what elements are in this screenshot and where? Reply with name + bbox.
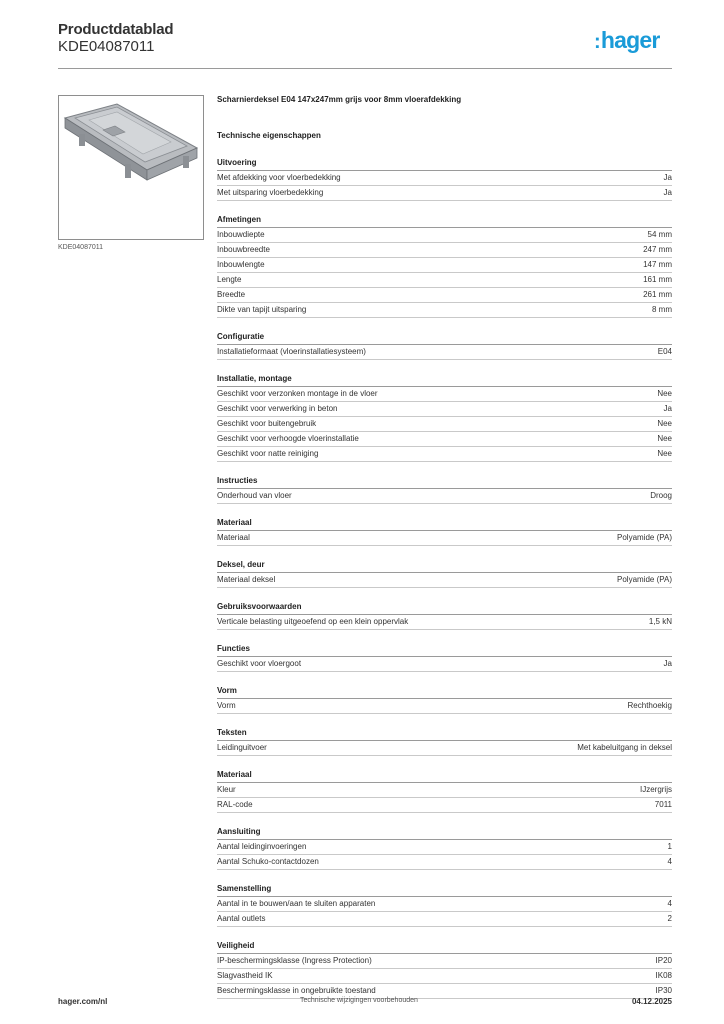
spec-value: E04 (657, 347, 672, 356)
spec-label: Leidinguitvoer (217, 743, 267, 752)
spec-label: Aantal Schuko-contactdozen (217, 857, 319, 866)
spec-label: Lengte (217, 275, 242, 284)
spec-value: Nee (657, 389, 672, 398)
spec-row (217, 387, 672, 402)
spec-row (217, 615, 672, 630)
spec-row (217, 798, 672, 813)
spec-value: 54 mm (647, 230, 672, 239)
spec-value: 2 (667, 914, 672, 923)
spec-label: Geschikt voor vloergoot (217, 659, 302, 668)
section-title: Vorm (217, 684, 672, 699)
spec-row (217, 573, 672, 588)
spec-value: 147 mm (643, 260, 672, 269)
hager-logo: :hager (594, 27, 660, 53)
spec-label: Geschikt voor natte reiniging (217, 449, 319, 458)
spec-row (217, 345, 672, 360)
spec-row (217, 657, 672, 672)
spec-value: Met kabeluitgang in deksel (577, 743, 672, 752)
spec-label: IP-beschermingsklasse (Ingress Protection) (217, 956, 372, 965)
spec-row (217, 489, 672, 504)
spec-value: Ja (663, 188, 672, 197)
spec-label: Aantal leidinginvoeringen (217, 842, 307, 851)
spec-value: Nee (657, 419, 672, 428)
spec-label: RAL-code (217, 800, 253, 809)
spec-label: Met uitsparing vloerbedekking (217, 188, 324, 197)
section-title: Uitvoering (217, 156, 672, 171)
spec-value: Droog (650, 491, 672, 500)
spec-value: 261 mm (643, 290, 672, 299)
spec-label: Slagvastheid IK (217, 971, 273, 980)
section-title: Afmetingen (217, 213, 672, 228)
spec-value: Polyamide (PA) (617, 533, 672, 542)
spec-section (217, 684, 672, 714)
spec-value: Rechthoekig (627, 701, 672, 710)
spec-label: Geschikt voor verwerking in beton (217, 404, 338, 413)
spec-row (217, 897, 672, 912)
spec-label: Dikte van tapijt uitsparing (217, 305, 307, 314)
spec-value: Ja (663, 404, 672, 413)
spec-section (217, 882, 672, 927)
spec-row (217, 228, 672, 243)
spec-section (217, 474, 672, 504)
spec-value: Nee (657, 449, 672, 458)
spec-section (217, 372, 672, 462)
floor-box-lid-icon (59, 96, 203, 239)
spec-section (217, 939, 672, 999)
product-content (217, 94, 672, 999)
product-title: Scharnierdeksel E04 147x247mm grijs voor 8mm vloerafdekking (217, 95, 462, 104)
spec-label: Installatieformaat (vloerinstallatiesysteem) (217, 347, 366, 356)
spec-section (217, 642, 672, 672)
spec-value: IJzergrijs (639, 785, 672, 794)
spec-section (217, 726, 672, 756)
spec-label: Aantal in te bouwen/aan te sluiten apparaten (217, 899, 376, 908)
spec-row (217, 258, 672, 273)
spec-label: Inbouwlengte (217, 260, 265, 269)
spec-row (217, 969, 672, 984)
spec-row (217, 432, 672, 447)
section-title: Materiaal (217, 768, 672, 783)
spec-section (217, 558, 672, 588)
spec-label: Geschikt voor verzonken montage in de vloer (217, 389, 378, 398)
spec-row (217, 954, 672, 969)
spec-label: Materiaal (217, 533, 250, 542)
spec-row (217, 984, 672, 999)
spec-value: 4 (667, 899, 672, 908)
spec-value: Ja (663, 659, 672, 668)
logo-text: hager (600, 27, 660, 53)
spec-row (217, 243, 672, 258)
spec-section (217, 825, 672, 870)
spec-row (217, 186, 672, 201)
spec-value: IP20 (655, 956, 672, 965)
spec-label: Beschermingsklasse in ongebruikte toestand (217, 986, 376, 995)
spec-value: Ja (663, 173, 672, 182)
spec-value: 1,5 kN (648, 617, 672, 626)
spec-section (217, 156, 672, 201)
spec-row (217, 912, 672, 927)
spec-row (217, 699, 672, 714)
spec-label: Aantal outlets (217, 914, 266, 923)
product-code: KDE04087011 (58, 38, 155, 55)
spec-label: Geschikt voor buitengebruik (217, 419, 317, 428)
section-title: Configuratie (217, 330, 672, 345)
section-title: Deksel, deur (217, 558, 672, 573)
section-title: Teksten (217, 726, 672, 741)
spec-label: Geschikt voor verhoogde vloerinstallatie (217, 434, 359, 443)
spec-row (217, 402, 672, 417)
spec-label: Breedte (217, 290, 246, 299)
spec-sections (217, 156, 672, 999)
section-title: Veiligheid (217, 939, 672, 954)
section-title: Installatie, montage (217, 372, 672, 387)
spec-row (217, 171, 672, 186)
footer-date: 04.12.2025 (631, 997, 672, 1006)
spec-row (217, 783, 672, 798)
spec-label: Verticale belasting uitgeoefend op een klein oppervlak (217, 617, 409, 626)
product-image (58, 95, 204, 240)
header-divider (58, 68, 672, 69)
spec-row (217, 447, 672, 462)
spec-value: IK08 (655, 971, 672, 980)
technical-heading: Technische eigenschappen (217, 131, 321, 140)
spec-row (217, 840, 672, 855)
spec-value: 4 (667, 857, 672, 866)
section-title: Functies (217, 642, 672, 657)
spec-value: Nee (657, 434, 672, 443)
spec-label: Materiaal deksel (217, 575, 276, 584)
spec-value: 7011 (654, 800, 672, 809)
spec-section (217, 600, 672, 630)
spec-section (217, 213, 672, 318)
image-caption: KDE04087011 (58, 244, 104, 251)
spec-section (217, 516, 672, 546)
spec-row (217, 288, 672, 303)
spec-value: IP30 (655, 986, 672, 995)
spec-value: 8 mm (652, 305, 672, 314)
spec-row (217, 417, 672, 432)
spec-value: 1 (667, 842, 672, 851)
section-title: Instructies (217, 474, 672, 489)
spec-row (217, 303, 672, 318)
spec-label: Inbouwbreedte (217, 245, 270, 254)
spec-label: Kleur (217, 785, 236, 794)
footer-disclaimer: Technische wijzigingen voorbehouden (300, 997, 418, 1004)
spec-row (217, 531, 672, 546)
spec-label: Met afdekking voor vloerbedekking (217, 173, 341, 182)
spec-label: Vorm (217, 701, 236, 710)
spec-label: Onderhoud van vloer (217, 491, 292, 500)
spec-value: 161 mm (643, 275, 672, 284)
page-title: Productdatablad (58, 21, 174, 38)
spec-value: Polyamide (PA) (617, 575, 672, 584)
section-title: Materiaal (217, 516, 672, 531)
spec-row (217, 741, 672, 756)
spec-label: Inbouwdiepte (217, 230, 265, 239)
spec-value: 247 mm (643, 245, 672, 254)
section-title: Gebruiksvoorwaarden (217, 600, 672, 615)
spec-section (217, 768, 672, 813)
section-title: Aansluiting (217, 825, 672, 840)
footer-website-link[interactable]: hager.com/nl (58, 997, 108, 1006)
spec-row (217, 855, 672, 870)
spec-section (217, 330, 672, 360)
section-title: Samenstelling (217, 882, 672, 897)
spec-row (217, 273, 672, 288)
